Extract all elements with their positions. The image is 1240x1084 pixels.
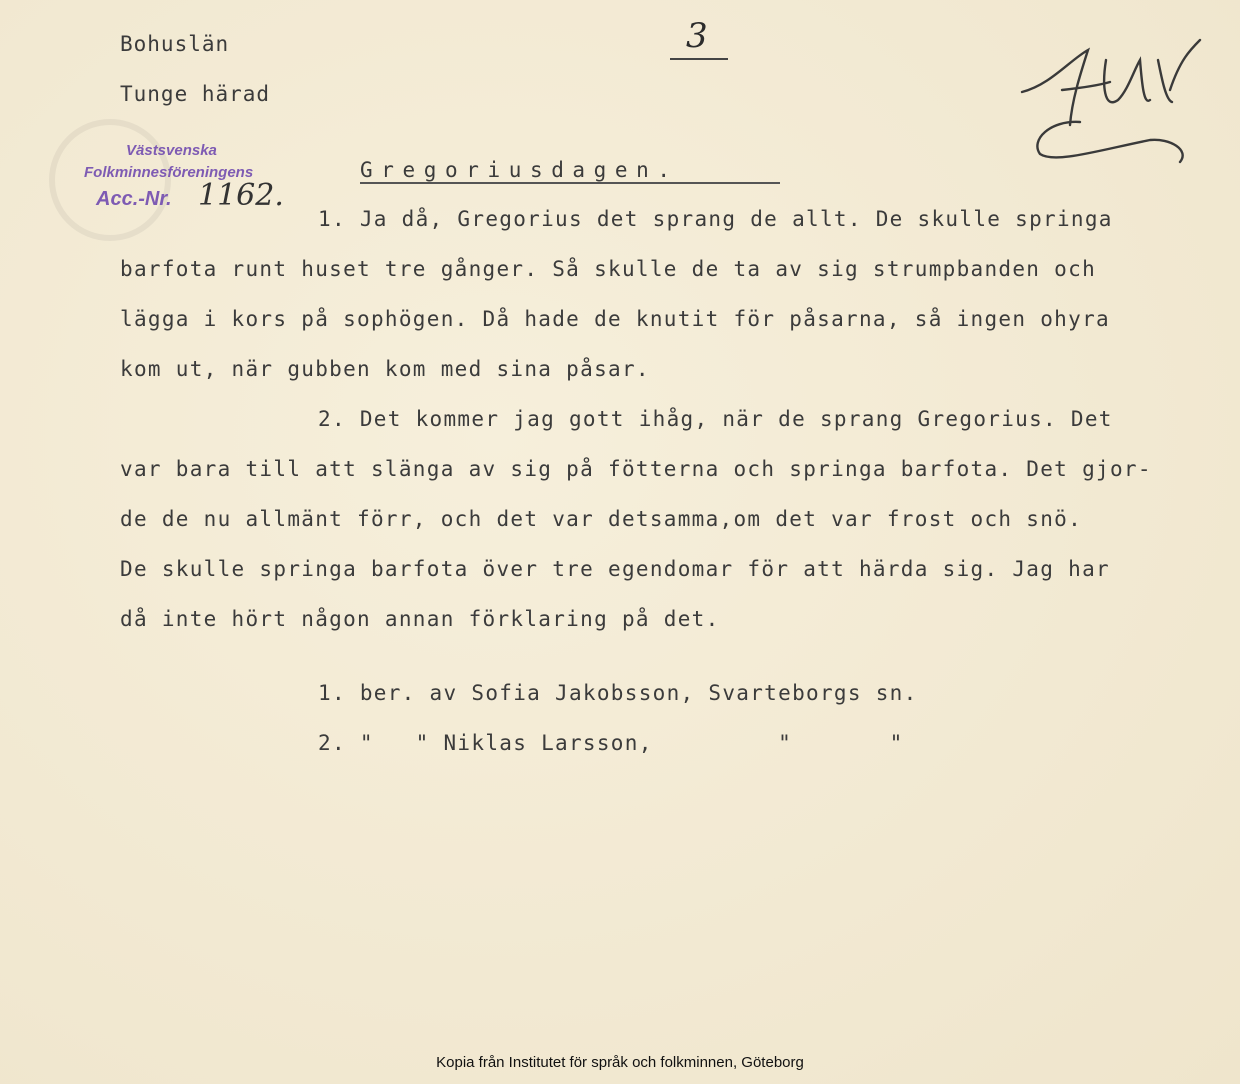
body-line: barfota runt huset tre gånger. Så skulle de ta av sig strumpbanden och — [120, 257, 1097, 281]
province-heading: Bohuslän — [120, 32, 230, 56]
informant-line: 1. ber. av Sofia Jakobsson, Svarteborgs sn. — [318, 681, 918, 705]
stamp-line-2: Folkminnesföreningens — [84, 164, 254, 181]
district-heading: Tunge härad — [120, 82, 271, 106]
body-line: 1. Ja då, Gregorius det sprang de allt. De skulle springa — [318, 207, 1113, 231]
copy-notice-footer: Kopia från Institutet för språk och folkminnen, Göteborg — [436, 1054, 804, 1071]
accession-number: 1162. — [198, 178, 284, 213]
body-line: 2. Det kommer jag gott ihåg, när de sprang Gregorius. Det — [318, 407, 1113, 431]
page-number: 3 — [686, 16, 708, 56]
title-underline — [360, 182, 780, 184]
body-line: då inte hört någon annan förklaring på det. — [120, 607, 720, 631]
stamp-line-1: Västsvenska — [126, 142, 217, 159]
body-line: de de nu allmänt förr, och det var detsamma,om det var frost och snö. — [120, 507, 1083, 531]
body-line: De skulle springa barfota över tre egendomar för att härda sig. Jag har — [120, 557, 1110, 581]
informant-line: 2. " " Niklas Larsson, " " — [318, 731, 904, 755]
stamp-acc-label: Acc.-Nr. — [96, 188, 172, 210]
handwritten-signature — [1010, 30, 1230, 170]
document-title: Gregoriusdagen. — [360, 158, 679, 182]
body-line: lägga i kors på sophögen. Då hade de knutit för påsarna, så ingen ohyra — [120, 307, 1110, 331]
body-line: kom ut, när gubben kom med sina påsar. — [120, 357, 650, 381]
body-line: var bara till att slänga av sig på fötterna och springa barfota. Det gjor- — [120, 457, 1152, 481]
page-number-underline — [670, 58, 728, 60]
